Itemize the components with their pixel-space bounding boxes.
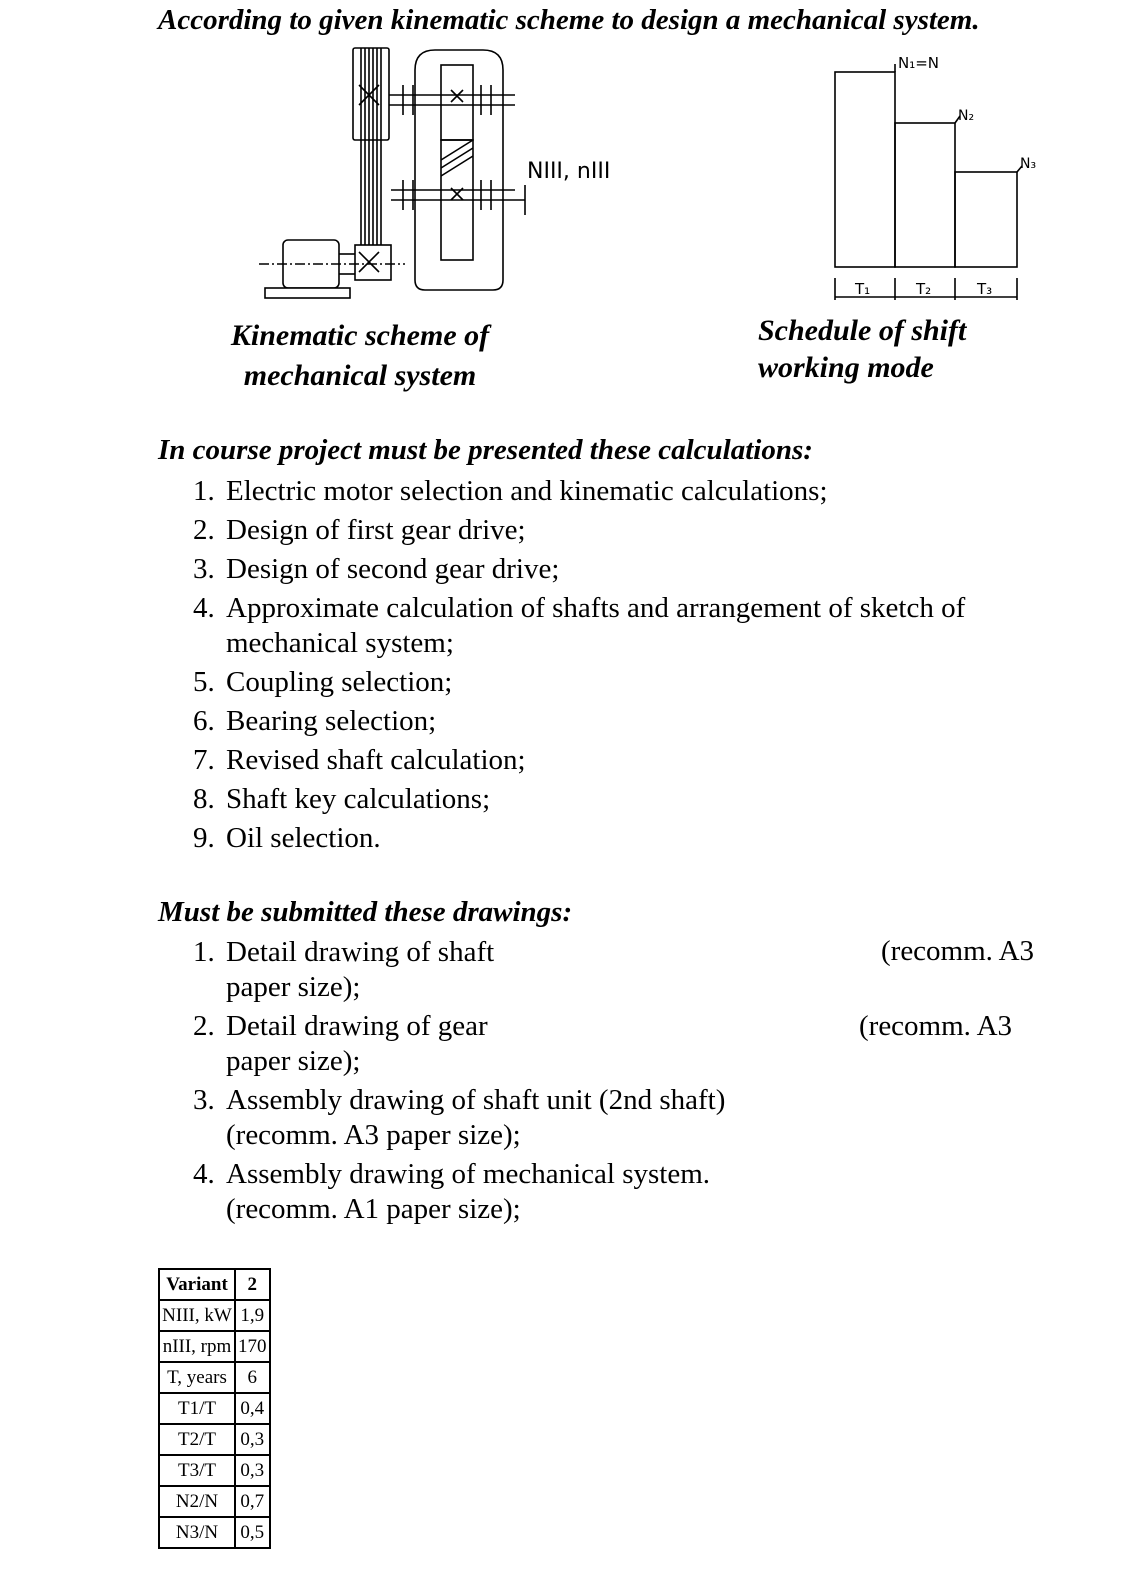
list-item: 3. Design of second gear drive; [193,553,560,585]
schedule-time-label-2: T₂ [916,280,932,298]
kinematic-caption-line2: mechanical system [243,359,477,392]
kinematic-scheme-diagram [255,40,635,310]
drawing-2-paper-note: (recomm. A3 [859,1010,1013,1042]
kinematic-caption [200,316,520,396]
list-item: 4. Assembly drawing of mechanical system. (recomm. A1 paper size); [193,1158,711,1225]
list-item: 2. Detail drawing of gear paper size); [193,1010,488,1077]
list-item: 1. Electric motor selection and kinematic calculations; [193,475,828,507]
drawings-heading: Must be submitted these drawings: [158,896,573,928]
table-row: nIII, rpm 170 [159,1331,270,1362]
list-item: 4. Approximate calculation of shafts and arrangement of sketch of mechanical system; [193,592,966,659]
drawing-1-paper-note: (recomm. A3 [881,935,1035,967]
list-item: 9. Oil selection. [193,822,381,854]
list-item: 7. Revised shaft calculation; [193,744,526,776]
shift-schedule-chart [820,50,1060,305]
table-row: T, years 6 [159,1362,270,1393]
list-item: 3. Assembly drawing of shaft unit (2nd shaft) (recomm. A3 paper size); [193,1084,726,1151]
kinematic-caption-line1: Kinematic scheme of [230,319,490,352]
list-item: 8. Shaft key calculations; [193,783,491,815]
page-title: According to given kinematic scheme to design a mechanical system. [158,4,980,36]
table-row: T3/T 0,3 [159,1455,270,1486]
table-row: N2/N 0,7 [159,1486,270,1517]
schedule-bar-2 [895,123,955,267]
schedule-time-label-3: T₃ [977,280,993,298]
schedule-caption-line1: Schedule of shift [758,314,967,347]
list-item: 1. Detail drawing of shaft paper size); [193,936,495,1003]
schedule-level-label-3: N₃ [1020,156,1037,172]
schedule-level-label-2: N₂ [958,108,975,124]
drawings-list [193,935,1063,1231]
schedule-bar-3 [955,172,1017,267]
list-item: 2. Design of first gear drive; [193,514,526,546]
schedule-caption [758,312,966,386]
schedule-bar-1 [835,72,895,267]
table-row: N3/N 0,5 [159,1517,270,1548]
output-shaft-label: NIII, nIII [527,159,611,184]
table-row: NIII, kW 1,9 [159,1300,270,1331]
list-item: 5. Coupling selection; [193,666,453,698]
schedule-time-label-1: T₁ [855,280,871,298]
list-item: 6. Bearing selection; [193,705,437,737]
schedule-caption-line2: working mode [758,351,934,384]
calculations-list [193,474,1043,860]
variant-table [158,1268,271,1549]
table-row: Variant 2 [159,1269,270,1300]
calculations-heading: In course project must be presented these calculations: [158,434,813,466]
table-row: T2/T 0,3 [159,1424,270,1455]
table-row: T1/T 0,4 [159,1393,270,1424]
schedule-level-label-1: N₁=N [898,54,940,72]
